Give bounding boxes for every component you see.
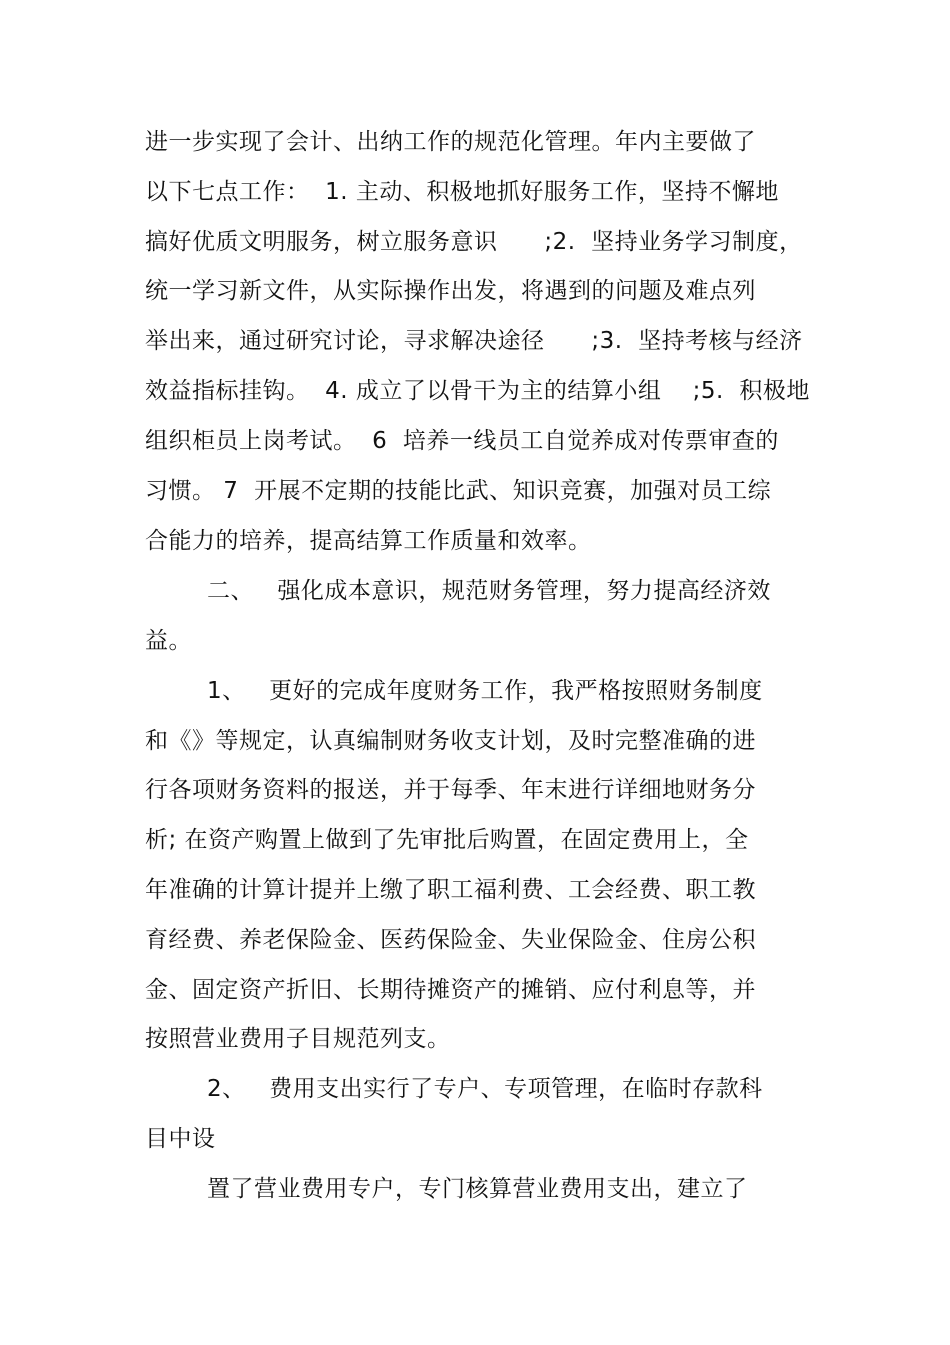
text-line: 益。 bbox=[145, 628, 192, 654]
text-line: 以下七点工作： 1. 主动、积极地抓好服务工作，坚持不懈地 bbox=[145, 179, 779, 205]
paragraph-start: 2、 费用支出实行了专户、专项管理，在临时存款科 bbox=[207, 1076, 763, 1102]
text-line: 析; 在资产购置上做到了先审批后购置，在固定费用上，全 bbox=[145, 827, 749, 853]
text-line: 搞好优质文明服务，树立服务意识 ;2. 坚持业务学习制度， bbox=[145, 229, 803, 255]
paragraph-start: 1、 更好的完成年度财务工作，我严格按照财务制度 bbox=[207, 678, 763, 704]
text-line: 年准确的计算计提并上缴了职工福利费、工会经费、职工教 bbox=[145, 877, 756, 903]
text-line: 按照营业费用子目规范列支。 bbox=[145, 1026, 451, 1052]
text-line: 举出来，通过研究讨论，寻求解决途径 ;3. 坚持考核与经济 bbox=[145, 328, 803, 354]
text-line: 和《》等规定，认真编制财务收支计划，及时完整准确的进 bbox=[145, 728, 756, 754]
paragraph-start: 置了营业费用专户，专门核算营业费用支出，建立了 bbox=[207, 1176, 748, 1202]
text-line: 育经费、养老保险金、医药保险金、失业保险金、住房公积 bbox=[145, 927, 756, 953]
section-heading: 二、 强化成本意识，规范财务管理，努力提高经济效 bbox=[207, 578, 771, 604]
text-line: 组织柜员上岗考试。 6 培养一线员工自觉养成对传票审查的 bbox=[145, 428, 779, 454]
text-line: 合能力的培养，提高结算工作质量和效率。 bbox=[145, 528, 592, 554]
text-line: 行各项财务资料的报送，并于每季、年末进行详细地财务分 bbox=[145, 777, 756, 803]
text-line: 进一步实现了会计、出纳工作的规范化管理。年内主要做了 bbox=[145, 129, 756, 155]
text-line: 金、固定资产折旧、长期待摊资产的摊销、应付利息等，并 bbox=[145, 977, 756, 1003]
text-line: 统一学习新文件，从实际操作出发，将遇到的问题及难点列 bbox=[145, 278, 756, 304]
text-line: 效益指标挂钩。 4. 成立了以骨干为主的结算小组 ;5. 积极地 bbox=[145, 378, 810, 404]
text-line: 目中设 bbox=[145, 1126, 216, 1152]
text-line: 习惯。 7 开展不定期的技能比武、知识竞赛，加强对员工综 bbox=[145, 478, 772, 504]
